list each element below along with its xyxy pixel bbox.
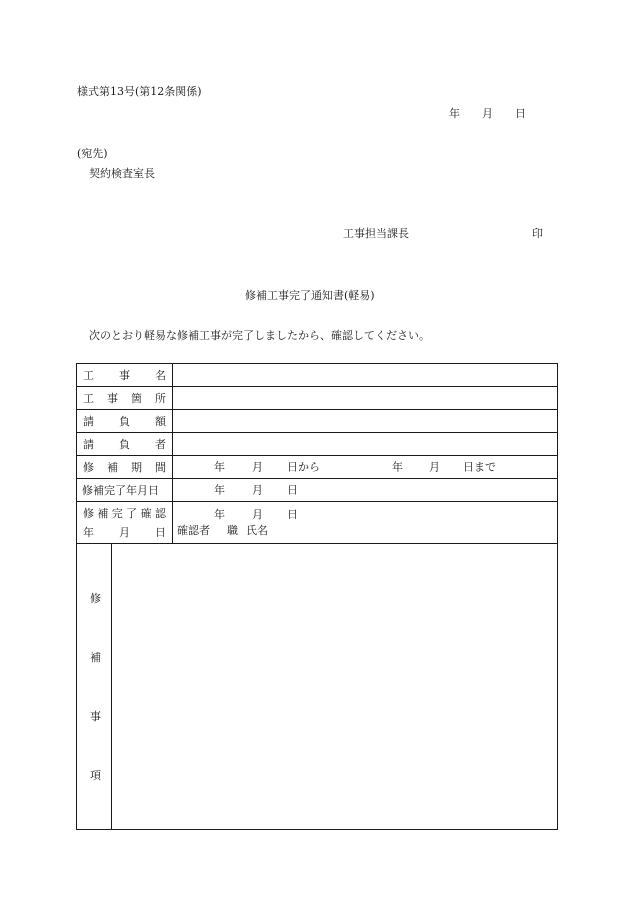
table-row: [77, 544, 558, 830]
addressee-label: (宛先): [77, 147, 108, 160]
completion-date-field[interactable]: [173, 479, 558, 502]
date-month: 月: [482, 107, 493, 120]
repair-period-field[interactable]: [173, 456, 558, 479]
date-line: [449, 108, 526, 119]
completion-date-label: 修補完了年月日: [77, 479, 173, 502]
period-start-year: 年: [214, 460, 225, 474]
addressee-name: 契約検査室長: [89, 167, 155, 180]
document-title: 修補工事完了通知書(軽易): [245, 289, 375, 302]
date-day: 日: [515, 107, 526, 120]
table-row: [77, 364, 558, 387]
contract-amount-field[interactable]: [173, 410, 558, 433]
repair-items-field[interactable]: [112, 544, 557, 829]
table-row: [77, 410, 558, 433]
confirmation-year: 年: [214, 508, 225, 521]
repair-period-label: 修 補 期 間: [77, 456, 173, 479]
form-number: 様式第13号(第12条関係): [77, 85, 202, 98]
period-start-day: 日から: [287, 460, 320, 474]
period-end-month: 月: [429, 460, 440, 474]
period-end-year: 年: [392, 460, 403, 474]
confirmation-month: 月: [252, 508, 263, 521]
work-name-label: 工 事 名: [77, 364, 173, 387]
date-year: 年: [449, 107, 460, 120]
table-row: [77, 387, 558, 410]
sender-title: 工事担当課長: [343, 227, 409, 240]
notification-form-table: [76, 363, 558, 830]
work-location-label: 工 事 箇 所: [77, 387, 173, 410]
confirmer-position-label: 職: [227, 524, 238, 537]
confirmer-label: 確認者: [177, 524, 210, 537]
contractor-field[interactable]: [173, 433, 558, 456]
completion-month: 月: [252, 483, 263, 497]
work-location-field[interactable]: [173, 387, 558, 410]
intro-text: 次のとおり軽易な修補工事が完了しましたから、確認してください。: [89, 329, 430, 342]
period-start-month: 月: [252, 460, 263, 474]
repair-items-cell: [77, 544, 558, 830]
table-row: [77, 433, 558, 456]
repair-items-label-2: 補: [90, 651, 101, 664]
period-end-day: 日まで: [463, 460, 496, 474]
repair-items-label-1: 修: [90, 592, 101, 605]
table-row: [77, 479, 558, 502]
work-name-field[interactable]: [173, 364, 558, 387]
repair-items-label-3: 事: [90, 710, 101, 723]
confirmation-label: 修 補 完 了 確 認 年 月 日: [77, 502, 173, 544]
repair-items-label-4: 項: [90, 769, 101, 782]
contract-amount-label: 請 負 額: [77, 410, 173, 433]
table-row: [77, 502, 558, 544]
table-row: [77, 456, 558, 479]
confirmation-field[interactable]: [173, 502, 558, 544]
confirmer-name-label: 氏名: [246, 524, 268, 537]
seal-mark: 印: [532, 227, 543, 240]
completion-year: 年: [214, 483, 225, 497]
confirmation-day: 日: [287, 508, 298, 521]
completion-day: 日: [287, 483, 298, 497]
contractor-label: 請 負 者: [77, 433, 173, 456]
